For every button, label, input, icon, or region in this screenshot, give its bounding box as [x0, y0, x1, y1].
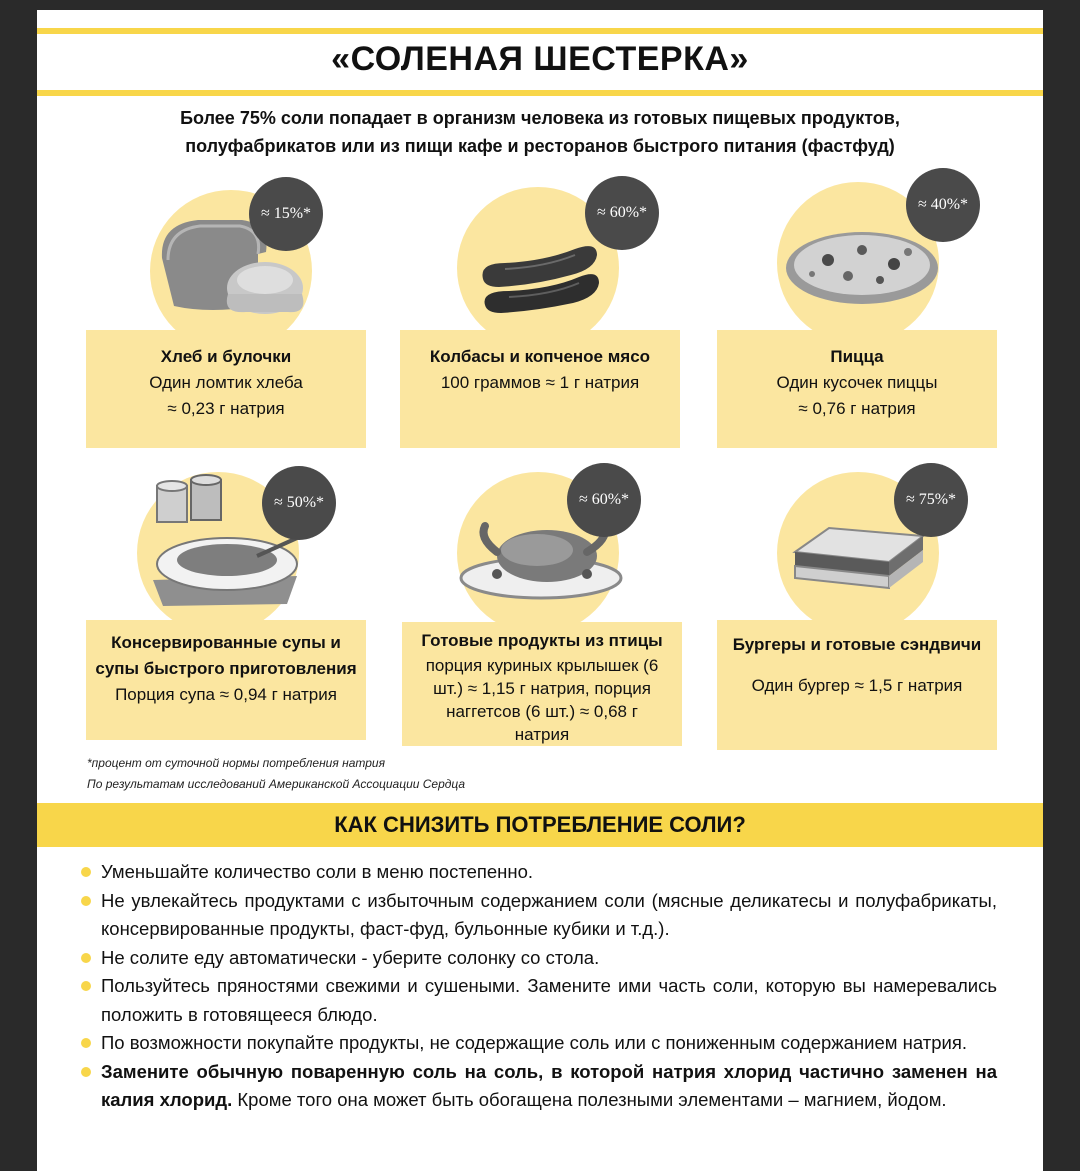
- title-divider: [37, 90, 1043, 96]
- tip-text: Не солите еду автоматически - уберите солонку со стола.: [101, 946, 600, 968]
- card-line: Один ломтик хлеба: [149, 373, 303, 392]
- bullet-icon: [81, 867, 91, 877]
- card-line: 100 граммов ≈ 1 г натрия: [440, 373, 640, 392]
- percent-badge: ≈ 15%*: [249, 177, 323, 251]
- percent-badge: ≈ 50%*: [262, 466, 336, 540]
- intro-text: [97, 104, 983, 160]
- list-item: [77, 1058, 997, 1115]
- card-line: Один кусочек пиццы: [776, 373, 938, 392]
- card-title: Пицца: [830, 347, 884, 366]
- card-line: шт.) ≈ 1,15 г натрия, порция: [433, 679, 651, 698]
- top-divider: [37, 28, 1043, 34]
- bullet-icon: [81, 981, 91, 991]
- source-note: По результатам исследований Американской Ассоциации Сердца: [87, 777, 466, 791]
- product-card-poultry: [402, 622, 682, 746]
- tip-bold: Замените обычную поваренную соль на соль, в которой натрия хлорид частично заменен на калия хлорид.: [101, 1060, 997, 1110]
- page-title: «СОЛЕНАЯ ШЕСТЕРКА»: [331, 40, 749, 78]
- card-line: ≈ 0,23 г натрия: [167, 399, 285, 418]
- card-line: ≈ 0,76 г натрия: [798, 399, 916, 418]
- product-card-bread: [86, 330, 366, 448]
- card-title: Хлеб и булочки: [160, 347, 292, 366]
- card-line: Один бургер ≈ 1,5 г натрия: [751, 676, 963, 695]
- card-title: Бургеры и готовые сэндвичи: [732, 635, 982, 654]
- list-item: [77, 944, 997, 973]
- card-title: Консервированные супы и: [111, 633, 341, 652]
- tips-list: [77, 858, 997, 1115]
- pizza-icon: [782, 220, 942, 310]
- card-title: Колбасы и копченое мясо: [429, 347, 651, 366]
- card-title: супы быстрого приготовления: [95, 659, 357, 678]
- tip-text: Кроме того она может быть обогащена полезными элементами – магнием, йодом.: [232, 1089, 947, 1110]
- sausage-icon: [475, 235, 605, 315]
- bullet-icon: [81, 1067, 91, 1077]
- product-card-sausage: [400, 330, 680, 448]
- bullet-icon: [81, 1038, 91, 1048]
- card-line: Порция супа ≈ 0,94 г натрия: [115, 685, 337, 704]
- sandwich-icon: [789, 522, 929, 602]
- percent-badge: ≈ 75%*: [894, 463, 968, 537]
- product-card-soup: [86, 620, 366, 740]
- intro-line: полуфабрикатов или из пищи кафе и ресторанов быстрого питания (фастфуд): [185, 136, 895, 156]
- percent-badge: ≈ 60%*: [567, 463, 641, 537]
- tip-text: Пользуйтесь пряностями свежими и сушеными. Замените ими часть соли, которую вы намеревались положить в готовящееся блюдо.: [101, 975, 997, 1025]
- bullet-icon: [81, 953, 91, 963]
- percent-badge: ≈ 60%*: [585, 176, 659, 250]
- list-item: [77, 1029, 997, 1058]
- card-line: наггетсов (6 шт.) ≈ 0,68 г: [446, 702, 638, 721]
- infographic-page: [37, 10, 1043, 1171]
- card-line: натрия: [514, 725, 570, 744]
- bullet-icon: [81, 896, 91, 906]
- card-line: порция куриных крылышек (6: [425, 656, 659, 675]
- section-title: КАК СНИЗИТЬ ПОТРЕБЛЕНИЕ СОЛИ?: [37, 803, 1043, 847]
- tip-text: По возможности покупайте продукты, не содержащие соль или с пониженным содержанием натрия.: [101, 1032, 968, 1053]
- tip-text: Не увлекайтесь продуктами с избыточным содержанием соли (мясные деликатесы и полуфабрикаты, консервированные продукты, фаст-фуд, бульонные кубики и т.д.).: [101, 889, 997, 939]
- product-card-pizza: [717, 330, 997, 448]
- list-item: [77, 972, 997, 1029]
- percent-badge: ≈ 40%*: [906, 168, 980, 242]
- list-item: [77, 887, 997, 944]
- footnote: *процент от суточной нормы потребления натрия: [87, 756, 385, 770]
- product-card-sandwich: [717, 620, 997, 750]
- tip-text: Уменьшайте количество соли в меню постепенно.: [101, 861, 534, 882]
- list-item: [77, 858, 997, 887]
- intro-line: Более 75% соли попадает в организм человека из готовых пищевых продуктов,: [180, 108, 900, 128]
- card-title: Готовые продукты из птицы: [421, 631, 663, 650]
